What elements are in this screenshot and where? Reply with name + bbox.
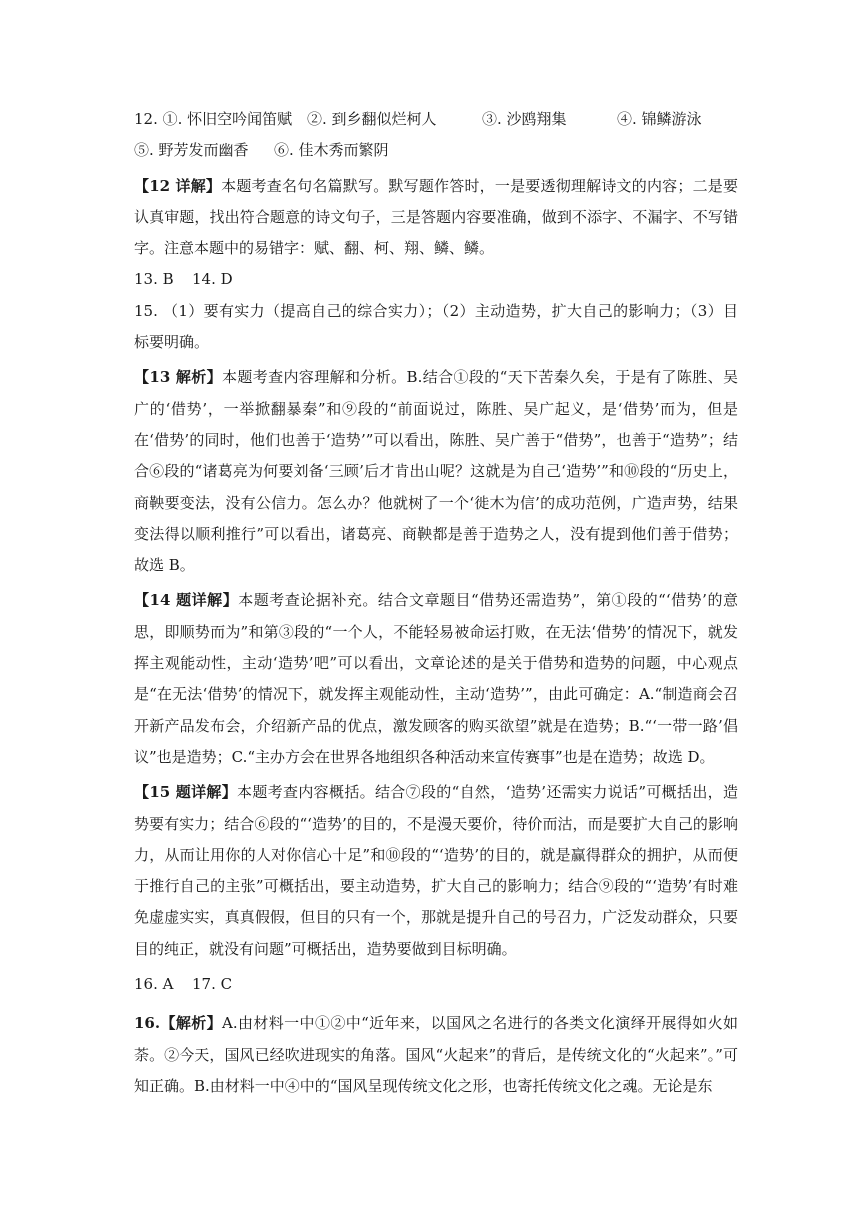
q16-answer: 16. A <box>134 975 174 994</box>
q15-answer: 15. （1）要有实力（提高自己的综合实力）；（2）主动造势，扩大自己的影响力；（3）目标要明确。 <box>134 301 738 352</box>
q12-answer-6: ⑥. 佳木秀而繁阴 <box>274 141 389 160</box>
q15-explanation <box>134 777 738 965</box>
q16-explain-text: A.由材料一中①②中“近年来，以国风之名进行的各类文化演绎开展得如火如荼。②今天，国风已经吹进现实的角落。国风“火起来”的背后，是传统文化的“火起来”。”可知正确。B.由材料一中④中的“国风呈现传统文化之形，也寄托传统文化之魂。无论是东 <box>134 1014 738 1095</box>
q12-explain-tag: 【12 详解】 <box>134 176 222 195</box>
q13-explain-tag: 【13 解析】 <box>134 368 222 387</box>
q15-explain-text: 本题考查内容概括。结合⑦段的“自然，‘造势’还需实力说话”可概括出，造势要有实力；结合⑥段的“‘造势’的目的，不是漫天要价，待价而沽，而是要扩大自己的影响力，从而让用你的人对你信心十足”和⑩段的“‘造势’的目的，就是赢得群众的拥护，从而便于推行自己的主张”可概括出，要主动造势，扩大自己的影响力；结合⑨段的“‘造势’有时难免虚虚实实，真真假假，但目的只有一个，那就是提升自己的号召力，广泛发动群众，只要目的纯正，就没有问题”可概括出，造势要做到目标明确。 <box>134 783 738 958</box>
q12-answer-2: ②. 到乡翻似烂柯人 <box>307 110 437 128</box>
q12-answer-5: ⑤. 野芳发而幽香 <box>134 141 249 160</box>
answer-page <box>134 104 738 1102</box>
q13-answer: 13. B <box>134 270 174 289</box>
q12-answer-3: ③. 沙鸥翔集 <box>482 110 567 128</box>
q12-answer-4: ④. 锦鳞游泳 <box>617 110 702 128</box>
q14-answer: 14. D <box>192 270 233 289</box>
q14-explain-text: 本题考查论据补充。结合文章题目“借势还需造势”，第①段的“‘借势’的意思，即顺势而为”和第③段的“一个人，不能轻易被命运打败，在无法‘借势’的情况下，就发挥主观能动性，主动‘造势’吧”可以看出，文章论述的是关于借势和造势的问题，中心观点是“在无法‘借势’的情况下，就发挥主观能动性，主动‘造势’”，由此可确定：A.“制造商会召开新产品发布会，介绍新产品的优点，激发顾客的购买欲望”就是在造势；B.“‘一带一路’倡议”也是造势；C.“主办方会在世界各地组织各种活动来宣传赛事”也是在造势；故选 D。 <box>134 591 738 766</box>
q13-explain-text: 本题考查内容理解和分析。B.结合①段的“天下苦秦久矣，于是有了陈胜、吴广的‘借势’，一举掀翻暴秦”和⑨段的“前面说过，陈胜、吴广起义，是‘借势’而为，但是在‘借势’的同时，他们也善于‘造势’”可以看出，陈胜、吴广善于“借势”，也善于“造势”；结合⑥段的“诸葛亮为何要刘备‘三顾’后才肯出山呢？这就是为自己‘造势’”和⑩段的“历史上，商鞅要变法，没有公信力。怎么办？他就树了一个‘徙木为信’的成功范例，广造声势，结果变法得以顺利推行”可以看出，诸葛亮、商鞅都是善于造势之人，没有提到他们善于借势；故选 B。 <box>134 368 738 575</box>
q12-explanation <box>134 171 738 265</box>
q12-answers-row2 <box>134 135 738 166</box>
q13-15-answers <box>134 264 738 295</box>
q12-explain-text: 本题考查名句名篇默写。默写题作答时，一是要透彻理解诗文的内容；二是要认真审题，找出符合题意的诗文句子，三是答题内容要准确，做到不添字、不漏字、不写错字。注意本题中的易错字：赋、翻、柯、翔、鳞、鳞。 <box>134 176 738 258</box>
q13-explanation <box>134 362 738 581</box>
q15-explain-tag: 【15 题详解】 <box>134 783 238 802</box>
q14-explain-tag: 【14 题详解】 <box>134 591 239 610</box>
q16-explain-tag: 16.【解析】 <box>134 1014 223 1033</box>
q16-explanation <box>134 1008 738 1102</box>
q12-answer-1: 12. ①. 怀旧空吟闻笛赋 <box>134 110 293 128</box>
q14-explanation <box>134 585 738 773</box>
q16-17-answers <box>134 969 738 1000</box>
q17-answer: 17. C <box>192 975 233 994</box>
q12-answers <box>134 104 738 135</box>
